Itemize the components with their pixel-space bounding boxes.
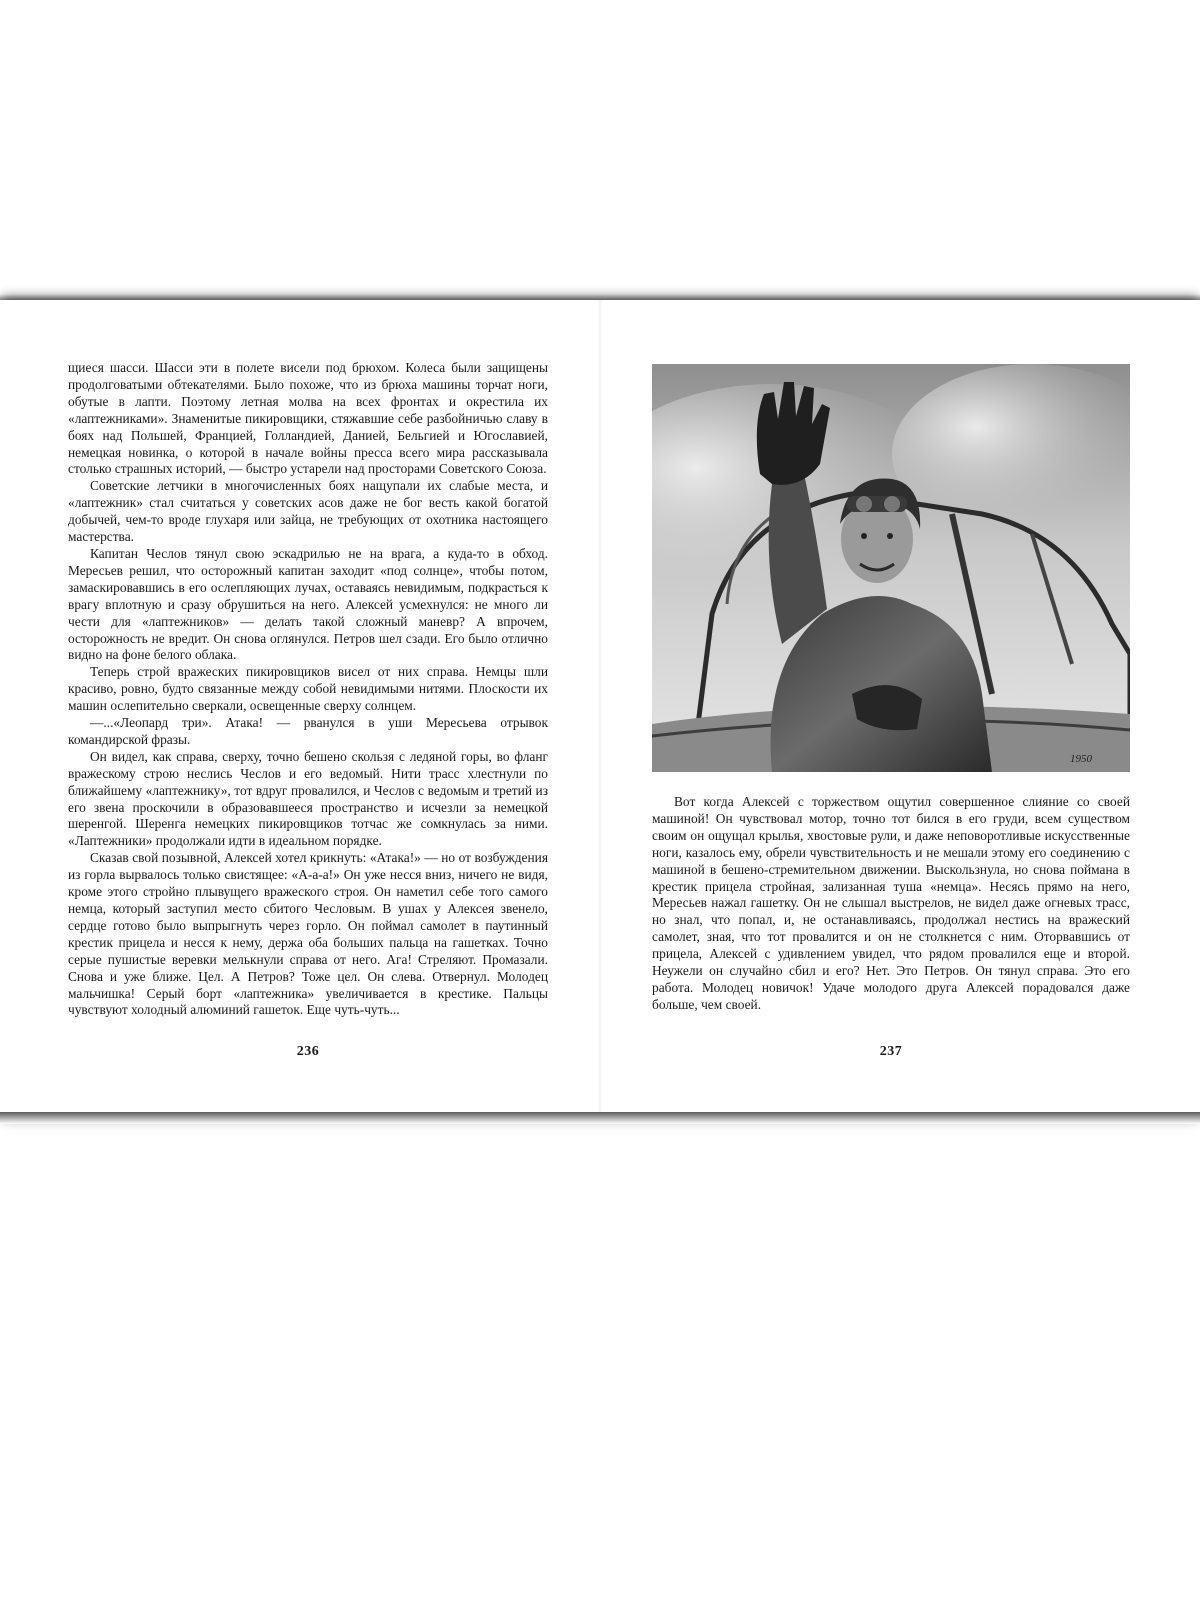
right-page-text bbox=[652, 794, 1130, 1014]
paragraph: щиеся шасси. Шасси эти в полете висели под брюхом. Колеса были защищены продолговатыми обтекателями. Было похоже, что из брюха машины торчат ноги, обутые в лапти. Поэтому летная молва на всех фронтах и окрестила их «лаптежниками». Знаменитые пикировщики, стяжавшие себе разбойничью славу в боях над Польшей, Францией, Голландией, Данией, Бельгией и Югославией, немецкая новинка, о которой в начале войны пресса всего мира рассказывала столько страшных историй, — быстро устарели над просторами Советского Союза. bbox=[68, 360, 548, 477]
left-page-text bbox=[68, 360, 548, 1019]
spread-bottom-edge bbox=[0, 1112, 1200, 1124]
book-gutter bbox=[598, 300, 602, 1112]
page-number-right: 237 bbox=[879, 1044, 903, 1059]
book-spread bbox=[0, 300, 1200, 1112]
paragraph: —...«Леопард три». Атака! — рванулся в уши Мересьева отрывок командирской фразы. bbox=[68, 715, 548, 747]
page-number-left: 236 bbox=[296, 1044, 320, 1059]
pilot-illustration bbox=[652, 364, 1130, 772]
paragraph: Советские летчики в многочисленных боях нащупали их слабые места, и «лаптежник» стал считаться у советских асов даже не бог весть какой богатой добычей, чем-то вроде глухаря или зайца, не требующих от охотника настоящего мастерства. bbox=[68, 478, 548, 545]
paragraph: Он видел, как справа, сверху, точно бешено скользя с ледяной горы, во фланг вражескому строю неслись Чеслов и его ведомый. Нити трасс хлестнули по ближайшему «лаптежнику», тот вдруг провалился, и Чеслов с ведомым и третий из его звена проскочили в образовавшееся пространство и исчезли за немецкой шеренгой. Шеренга немецких пикировщиков тотчас же сомкнулась за ними. «Лаптежники» продолжали идти в идеальном порядке. bbox=[68, 748, 548, 849]
paragraph: Сказав свой позывной, Алексей хотел крикнуть: «Атака!» — но от возбуждения из горла вырвалось только свистящее: «А-а-а!» Он уже несся вниз, ничего не видя, кроме этого стройно плывущего вражеского строя. Он наметил себе того самого немца, который заступил место сбитого Чесловым. В ушах у Алексея звенело, сердце готово было выпрыгнуть через горло. Он поймал самолет в паутинный крестик прицела и несся к нему, держа оба больших пальца на гашетках. Точно серые пушистые веревки мелькнули справа от него. Ага! Стреляют. Промазали. Снова и уже ближе. Цел. А Петров? Тоже цел. Он слева. Отвернул. Молодец мальчишка! Серый борт «лаптежника» увеличивается в крестике. Пальцы чувствуют холодный алюминий гашеток. Еще чуть-чуть... bbox=[68, 850, 548, 1018]
paragraph: Теперь строй вражеских пикировщиков висел от них справа. Немцы шли красиво, ровно, будто связанные между собой невидимыми нитями. Плоскости их машин ослепительно сверкали, освещенные сверху солнцем. bbox=[68, 664, 548, 714]
paragraph: Капитан Чеслов тянул свою эскадрилью не на врага, а куда-то в обход. Мересьев решил, что осторожный капитан заходит «под солнце», чтобы потом, замаскировавшись в его ослепляющих лучах, оставаясь невидимым, подкрасться к врагу вплотную и сразу обрушиться на него. Алексей усмехнулся: не много ли чести для «лаптежников» — делать такой сложный маневр? А впрочем, осторожность не вредит. Он снова оглянулся. Петров шел сзади. Его было отлично видно на фоне белого облака. bbox=[68, 545, 548, 663]
illustration-signature: 1950 bbox=[1070, 753, 1092, 765]
paragraph: Вот когда Алексей с торжеством ощутил совершенное слияние со своей машиной! Он чувствовал мотор, точно тот бился в его груди, всем существом своим он ощущал крылья, хвостовые рули, и даже неповоротливые искусственные ноги, казалось ему, обрели чувствительность и не мешали этому его соединению с машиной в бешено-стремительном движении. Выскользнула, но снова поймана в крестик прицела стройная, зализанная туша «немца». Несясь прямо на него, Мересьев нажал гашетку. Он не слышал выстрелов, не видел даже огневых трасс, но знал, что попал, и, не останавливаясь, продолжал нестись на вражеский самолет, зная, что тот провалится и он не столкнется с ним. Оторвавшись от прицела, Алексей с удивлением увидел, что рядом провалился еще и второй. Неужели он случайно сбил и его? Нет. Это Петров. Он тянул справа. Это его работа. Молодец новичок! Удаче молодого друга Алексей порадовался даже больше, чем своей. bbox=[652, 794, 1130, 1012]
pilot-drawing-image bbox=[652, 364, 1130, 772]
